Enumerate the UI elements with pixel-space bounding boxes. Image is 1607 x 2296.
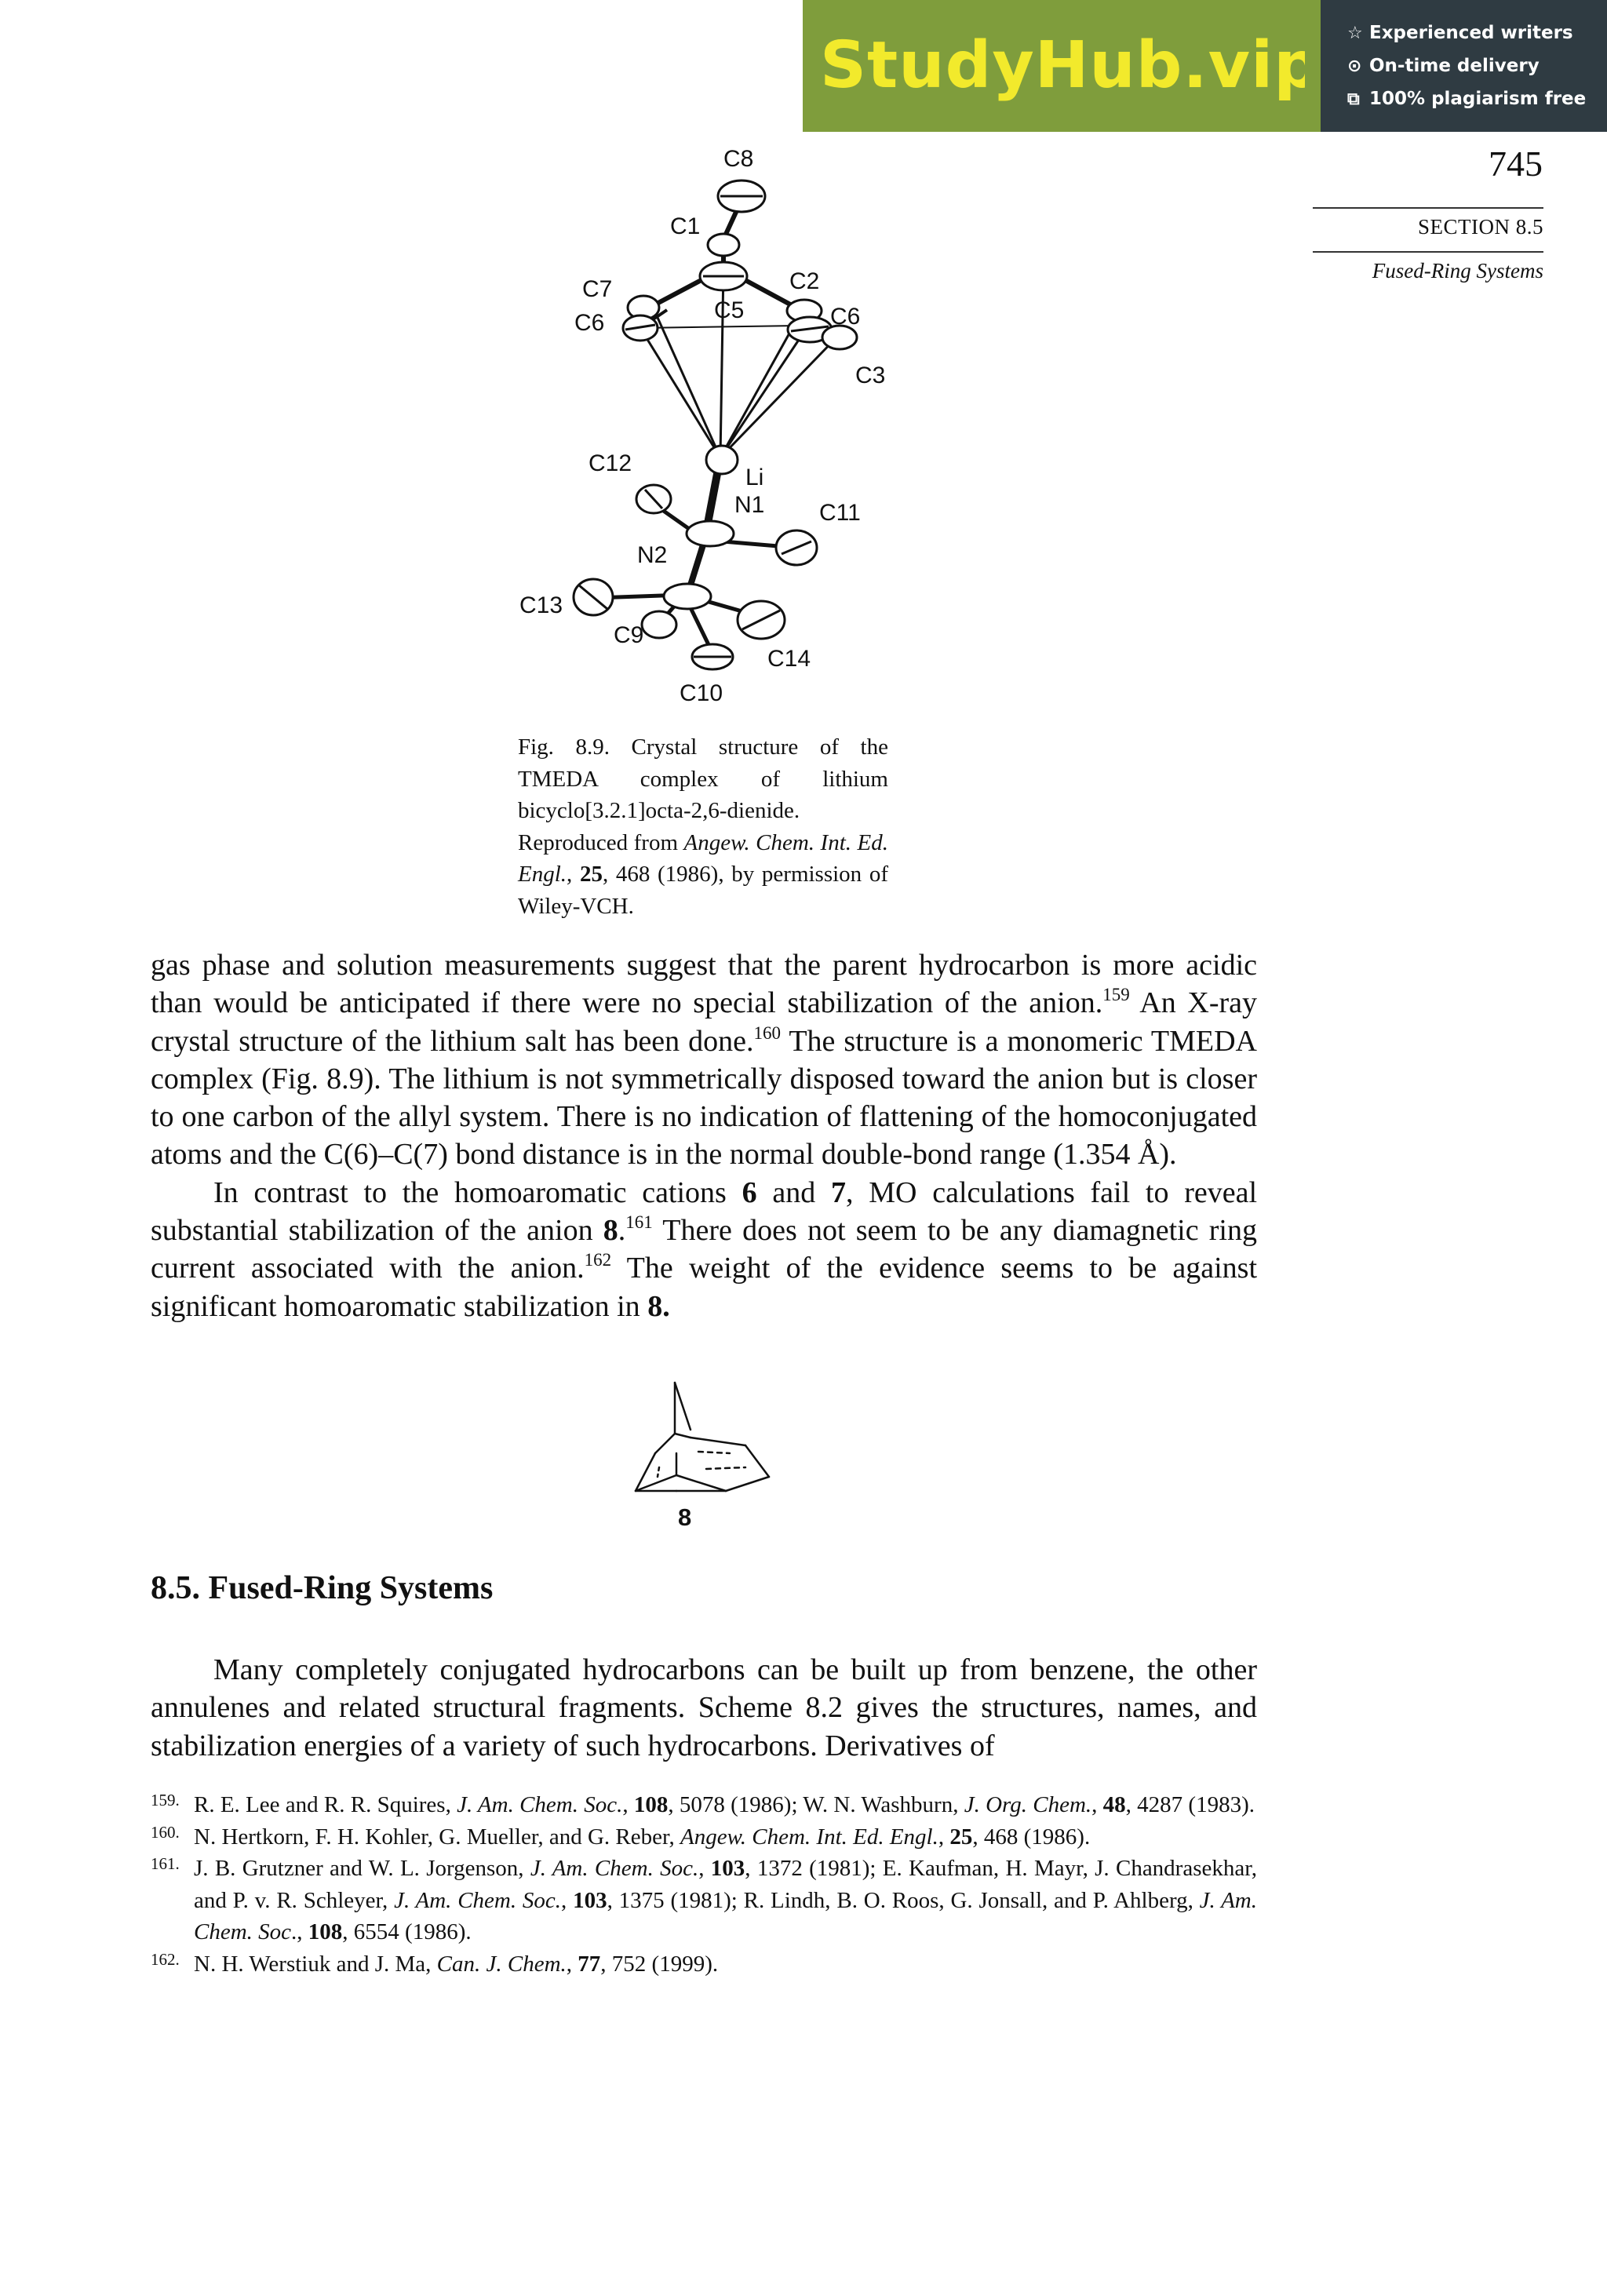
footnote-162 xyxy=(151,1948,1257,1981)
footnote-text: , 1372 (1981); E. Kaufman, H. Mayr, J. Chandrasekhar, and P. v. R. Schleyer, xyxy=(194,1856,1257,1913)
footnote-text: J. Am. Chem. Soc. xyxy=(457,1792,623,1817)
footnote-text: , xyxy=(1091,1792,1103,1817)
footnote-text: , xyxy=(561,1887,574,1913)
footnote-number: 162. xyxy=(151,1949,180,1969)
footnote-ref-162[interactable]: 162 xyxy=(584,1250,612,1270)
atom-label-c5: C5 xyxy=(714,297,745,323)
page-number: 745 xyxy=(1489,144,1543,184)
figure-caption: Fig. 8.9. Crystal structure of the TMEDA complex of lithium bicyclo[3.2.1]octa-2,6-dienide. Reproduced from Angew. Chem. Int. Ed. Engl., 25, 468 (1986), by permission of Wiley-VCH. xyxy=(518,734,889,919)
atom-label-n2: N2 xyxy=(637,542,668,568)
feature-on-time-delivery: ⊙ On-time delivery xyxy=(1347,50,1540,82)
paragraph-3-block xyxy=(151,1651,1257,1765)
footnote-text: , 6554 (1986). xyxy=(342,1919,472,1944)
atom-label-c2: C2 xyxy=(789,268,820,294)
footnote-text: 103 xyxy=(710,1856,745,1881)
atom-label-c10: C10 xyxy=(680,680,723,706)
feature-experienced-writers: ☆ Experienced writers xyxy=(1347,17,1573,49)
footnote-ref-160[interactable]: 160 xyxy=(753,1022,782,1043)
footnote-text: , xyxy=(566,1951,578,1977)
footnote-ref-161[interactable]: 161 xyxy=(625,1212,653,1233)
footnote-text: J. Am. Chem. Soc xyxy=(194,1887,1257,1944)
footnote-text: , 5078 (1986); W. N. Washburn, xyxy=(668,1792,964,1817)
atom-label-c12: C12 xyxy=(589,450,632,476)
star-icon: ☆ xyxy=(1347,24,1363,43)
crystal-structure-figure xyxy=(502,141,910,722)
header-rule-top xyxy=(1313,207,1543,209)
paragraph-1: gas phase and solution measurements suggest that the parent hydrocarbon is more acidic than would be anticipated if there were no special stabilization of the anion.$^{159}$ An X-ray crystal structure of the lithium salt has been done.$^{160}$ The structure is a monomeric TMEDA complex (Fig. 8.9). The lithium is not symmetrically disposed toward the anion but is closer to one carbon of the allyl system. There is no indication of flattening of the homoconjugated atoms and the C(6)–C(7) bond distance is in the normal double-bond range (1.354 Å). xyxy=(151,949,1257,1172)
footnote-number: 159. xyxy=(151,1791,180,1809)
footnote-text: , xyxy=(698,1856,711,1881)
copy-icon: ⧉ xyxy=(1347,89,1360,109)
footnote-text: J. B. Grutzner and W. L. Jorgenson, xyxy=(194,1856,530,1881)
footnote-text: 103 xyxy=(573,1887,607,1913)
footnote-text: N. H. Werstiuk and J. Ma, xyxy=(194,1951,437,1977)
atom-label-c13: C13 xyxy=(519,592,563,618)
footnote-text: , xyxy=(938,1824,950,1850)
atom-label-n1: N1 xyxy=(734,492,765,518)
body-paragraphs xyxy=(151,946,1257,1325)
promo-banner[interactable] xyxy=(803,0,1607,132)
studyhub-logo: StudyHub.vip xyxy=(820,28,1321,103)
footnote-number: 161. xyxy=(151,1854,180,1873)
atom-label-li: Li xyxy=(745,465,764,490)
footnotes xyxy=(151,1789,1257,1980)
footnote-text: , 4287 (1983). xyxy=(1125,1792,1255,1817)
footnote-text: 48 xyxy=(1102,1792,1126,1817)
footnote-text: R. E. Lee and R. R. Squires, xyxy=(194,1792,457,1817)
atom-label-c14: C14 xyxy=(767,646,811,672)
footnote-text: , 752 (1999). xyxy=(600,1951,719,1977)
footnote-text: 77 xyxy=(578,1951,601,1977)
footnote-text: , xyxy=(622,1792,634,1817)
footnote-text: N. Hertkorn, F. H. Kohler, G. Mueller, and G. Reber, xyxy=(194,1824,680,1850)
footnote-text: Can. J. Chem. xyxy=(436,1951,567,1977)
structure-8-label: 8 xyxy=(678,1503,692,1531)
footnote-160 xyxy=(151,1821,1257,1853)
footnote-text: Angew. Chem. Int. Ed. Engl. xyxy=(680,1824,938,1850)
atom-label-c3: C3 xyxy=(855,363,886,388)
atom-label-c6-left: C6 xyxy=(574,310,605,336)
footnote-161 xyxy=(151,1853,1257,1948)
section-heading: 8.5. Fused-Ring Systems xyxy=(151,1570,494,1606)
footnote-text: 108 xyxy=(308,1919,343,1944)
feature-plagiarism-free: ⧉ 100% plagiarism free xyxy=(1347,83,1586,115)
banner-features xyxy=(1321,0,1607,132)
header-rule-bottom xyxy=(1313,251,1543,253)
section-title: Fused-Ring Systems xyxy=(1372,259,1543,282)
footnote-text: 108 xyxy=(633,1792,669,1817)
atom-label-c9: C9 xyxy=(614,622,644,648)
atom-label-c11: C11 xyxy=(819,500,861,526)
paragraph-2: In contrast to the homoaromatic cations 6 and 7, MO calculations fail to reveal substantial stabilization of the anion 8.$^{161}$ There does not seem to be any diamagnetic ring current associated with the anion.$^{162}$ The weight of the evidence seems to be against significant homoaromatic stabilization in 8. xyxy=(151,1175,1258,1323)
footnote-number: 160. xyxy=(151,1822,180,1842)
footnote-159 xyxy=(151,1789,1257,1821)
banner-logo-panel xyxy=(803,0,1321,132)
section-label: SECTION 8.5 xyxy=(1418,215,1543,239)
footnote-text: ., xyxy=(291,1919,308,1944)
atom-label-c6-right: C6 xyxy=(830,304,861,330)
footnote-ref-159[interactable]: 159 xyxy=(1102,985,1130,1005)
footnote-text: J. Am. Chem. Soc. xyxy=(394,1887,562,1913)
footnote-text: , 1375 (1981); R. Lindh, B. O. Roos, G. Jonsall, and P. Ahlberg, xyxy=(607,1887,1200,1913)
structure-8-drawing xyxy=(612,1375,785,1532)
footnote-text: J. Am. Chem. Soc. xyxy=(530,1856,699,1881)
footnote-text: 25 xyxy=(949,1824,973,1850)
atom-label-c7: C7 xyxy=(582,276,613,302)
atom-label-c8: C8 xyxy=(723,146,754,172)
atom-label-c1: C1 xyxy=(670,213,701,239)
footnote-text: , 468 (1986). xyxy=(972,1824,1091,1850)
clock-icon: ⊙ xyxy=(1347,56,1362,76)
paragraph-3: Many completely conjugated hydrocarbons can be built up from benzene, the other annulenes and related structural fragments. Scheme 8.2 gives the structures, names, and stabilization energies of a variety of such hydrocarbons. Derivatives of xyxy=(151,1653,1257,1762)
footnote-text: J. Org. Chem. xyxy=(964,1792,1092,1817)
